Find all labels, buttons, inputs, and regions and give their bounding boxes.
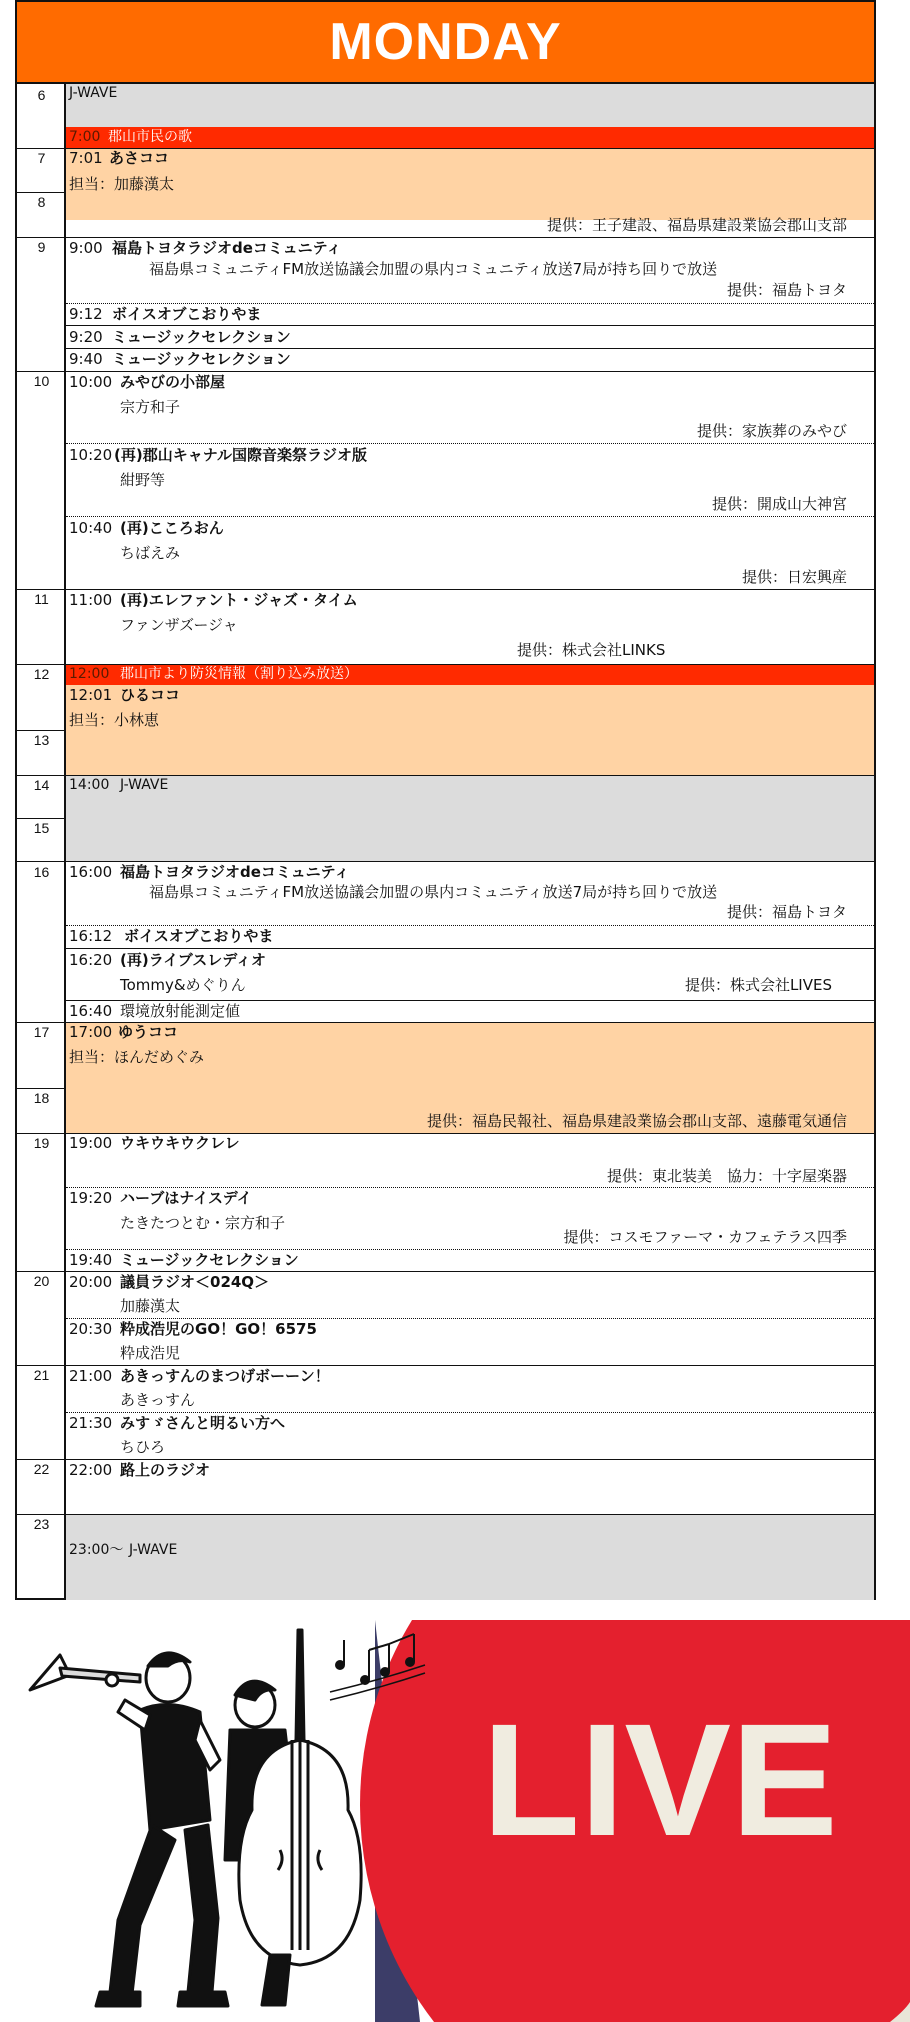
program-title: (再)郡山キャナル国際音楽祭ラジオ版 xyxy=(114,446,367,464)
program-time: 12:00 xyxy=(69,666,110,682)
program-title: ウキウキウクレレ xyxy=(120,1134,240,1152)
local-bg-12 xyxy=(66,685,874,775)
program-time: 20:00 xyxy=(69,1273,113,1291)
program-time: 9:20 xyxy=(69,328,103,346)
program-time: 9:12 xyxy=(69,305,103,323)
local-bg-7 xyxy=(66,148,874,220)
program-host: たきたつとむ・宗方和子 xyxy=(120,1214,286,1232)
program-title: 郡山市民の歌 xyxy=(108,129,192,145)
program-title: みすゞさんと明るい方へ xyxy=(120,1414,286,1432)
day-title: MONDAY xyxy=(329,13,562,71)
program-host: 加藤漢太 xyxy=(120,1297,181,1315)
program-sponsor: 提供：株式会社LINKS xyxy=(517,641,666,659)
program-sponsor: 提供：開成山大神宮 xyxy=(711,495,847,513)
hour-label: 15 xyxy=(33,820,50,836)
program-time: 12:01 xyxy=(69,686,113,704)
program-time: 20:30 xyxy=(69,1320,113,1338)
program-sponsor: 提供：コスモファーマ・カフェテラス四季 xyxy=(563,1228,847,1246)
hour-column xyxy=(17,84,66,1598)
day-header xyxy=(15,0,876,82)
hour-label: 14 xyxy=(33,777,50,793)
program-title: あきっすんのまつげボーーン！ xyxy=(120,1367,330,1385)
program-time: 16:00 xyxy=(69,863,113,881)
program-title: 郡山市より防災情報（割り込み放送） xyxy=(120,666,358,682)
row-divider xyxy=(17,861,874,862)
row-divider xyxy=(17,237,874,238)
program-time: 16:12 xyxy=(69,927,113,945)
sub-divider xyxy=(66,303,874,304)
program-host: 紺野等 xyxy=(120,471,166,489)
hour-label: 7 xyxy=(37,150,46,166)
sub-divider xyxy=(66,925,874,926)
program-title: 福島トヨタラジオdeコミュニティ xyxy=(120,863,350,881)
program-title: あさココ xyxy=(109,149,170,167)
hour-divider xyxy=(17,1088,66,1089)
hour-divider xyxy=(17,730,66,731)
program-host: 宗方和子 xyxy=(120,398,181,416)
program-host: 担当：ほんだめぐみ xyxy=(69,1048,205,1066)
hour-label: 10 xyxy=(33,373,50,389)
program-title: J-WAVE xyxy=(69,85,118,101)
program-title: J-WAVE xyxy=(129,1542,178,1558)
program-time: 10:00 xyxy=(69,373,113,391)
program-sponsor: 提供：株式会社LIVES xyxy=(684,976,832,994)
sub-divider xyxy=(66,1187,874,1188)
hour-divider xyxy=(17,818,66,819)
hour-label: 6 xyxy=(37,87,46,103)
sub-divider xyxy=(66,348,874,349)
sub-divider xyxy=(66,325,874,326)
program-title: ボイスオブこおりやま xyxy=(124,927,274,945)
program-sponsor: 提供：福島民報社、福島県建設業協会郡山支部、遠藤電気通信 xyxy=(426,1112,847,1130)
hour-label: 18 xyxy=(33,1090,50,1106)
live-promo xyxy=(0,1620,910,2022)
hour-label: 22 xyxy=(33,1461,50,1477)
program-time: 21:30 xyxy=(69,1414,113,1432)
program-title: ミュージックセレクション xyxy=(112,328,291,346)
program-time: 9:40 xyxy=(69,350,103,368)
network-bg-14 xyxy=(66,775,874,861)
hour-label: 21 xyxy=(33,1367,50,1383)
row-divider xyxy=(17,1271,874,1272)
program-time: 22:00 xyxy=(69,1461,113,1479)
hour-divider xyxy=(17,192,66,193)
program-title: ゆうココ xyxy=(118,1023,179,1041)
program-title: 議員ラジオ＜024Q＞ xyxy=(120,1273,270,1291)
program-title: ミュージックセレクション xyxy=(120,1251,299,1269)
program-time: 7:00 xyxy=(69,129,101,145)
double-bass-player-illustration xyxy=(225,1630,361,2005)
program-time: 17:00 xyxy=(69,1023,113,1041)
program-host: ちばえみ xyxy=(120,544,181,562)
program-host: ちひろ xyxy=(120,1438,166,1456)
program-title: ミュージックセレクション xyxy=(112,350,291,368)
hour-label: 19 xyxy=(33,1135,50,1151)
program-host: あきっすん xyxy=(120,1391,196,1409)
hour-label: 16 xyxy=(33,864,50,880)
program-description: 福島県コミュニティFM放送協議会加盟の県内コミュニティ放送7局が持ち回りで放送 xyxy=(149,883,718,901)
sub-divider xyxy=(66,1249,874,1250)
hour-label: 13 xyxy=(33,732,50,748)
program-sponsor: 提供：福島トヨタ xyxy=(726,281,847,299)
program-time: 23:00〜 xyxy=(69,1542,124,1558)
program-host: 担当：小林恵 xyxy=(69,711,160,729)
program-title: ボイスオブこおりやま xyxy=(112,305,262,323)
program-time: 16:40 xyxy=(69,1002,113,1020)
program-time: 19:00 xyxy=(69,1134,113,1152)
program-sponsor: 提供：家族葬のみやび xyxy=(696,422,847,440)
program-time: 10:20 xyxy=(69,446,113,464)
program-title: ひるココ xyxy=(120,686,181,704)
program-title: (再)ライブスレディオ xyxy=(120,951,267,969)
program-title: みやびの小部屋 xyxy=(120,373,226,391)
program-title: 環境放射能測定値 xyxy=(120,1002,241,1020)
hour-label: 11 xyxy=(34,591,49,607)
program-title: ハーブはナイスデイ xyxy=(120,1189,252,1207)
program-description: 福島県コミュニティFM放送協議会加盟の県内コミュニティ放送7局が持ち回りで放送 xyxy=(149,260,718,278)
hour-label: 9 xyxy=(37,239,46,255)
program-title: 福島トヨタラジオdeコミュニティ xyxy=(112,239,342,257)
row-divider xyxy=(17,1459,874,1460)
program-sponsor: 提供：日宏興産 xyxy=(741,568,847,586)
hour-label: 12 xyxy=(33,666,50,682)
program-title: 粋成浩児のGO！GO！6575 xyxy=(120,1320,317,1338)
program-title: 路上のラジオ xyxy=(120,1461,211,1479)
program-time: 21:00 xyxy=(69,1367,113,1385)
network-bg-6 xyxy=(66,84,874,127)
program-time: 7:01 xyxy=(69,149,103,167)
program-title: (再)エレファント・ジャズ・タイム xyxy=(120,591,358,609)
row-divider xyxy=(17,371,874,372)
program-time: 14:00 xyxy=(69,777,110,793)
live-text: LIVE xyxy=(482,1690,838,1869)
hour-label: 20 xyxy=(33,1273,50,1289)
program-time: 19:20 xyxy=(69,1189,113,1207)
program-host: 粋成浩児 xyxy=(120,1344,181,1362)
program-host: Tommy&めぐりん xyxy=(120,976,246,994)
live-promo-graphic xyxy=(0,1620,910,2022)
row-divider xyxy=(17,1514,874,1515)
trumpet-player-illustration xyxy=(30,1653,228,2006)
sub-divider xyxy=(66,443,874,444)
program-sponsor: 提供：福島トヨタ xyxy=(726,903,847,921)
program-host: 担当：加藤漢太 xyxy=(69,175,175,193)
program-time: 16:20 xyxy=(69,951,113,969)
schedule-table xyxy=(15,82,876,1600)
program-time: 19:40 xyxy=(69,1251,113,1269)
hour-label: 8 xyxy=(37,194,46,210)
sub-divider xyxy=(66,1412,874,1413)
hour-label: 23 xyxy=(33,1516,50,1532)
program-sponsor: 提供：東北装美 協力：十字屋楽器 xyxy=(606,1167,847,1185)
sub-divider xyxy=(66,1318,874,1319)
sub-divider xyxy=(66,516,874,517)
program-time: 10:40 xyxy=(69,519,113,537)
row-divider xyxy=(17,589,874,590)
program-sponsor: 提供：王子建設、福島県建設業協会郡山支部 xyxy=(546,216,847,234)
program-host: ファンザズージャ xyxy=(120,616,238,634)
sub-divider xyxy=(66,1000,874,1001)
program-title: (再)こころおん xyxy=(120,519,224,537)
row-divider xyxy=(17,1365,874,1366)
program-time: 9:00 xyxy=(69,239,103,257)
program-time: 11:00 xyxy=(69,591,113,609)
hour-label: 17 xyxy=(33,1024,50,1040)
program-title: J-WAVE xyxy=(120,777,169,793)
network-bg-23 xyxy=(66,1514,874,1600)
sub-divider xyxy=(66,948,874,949)
